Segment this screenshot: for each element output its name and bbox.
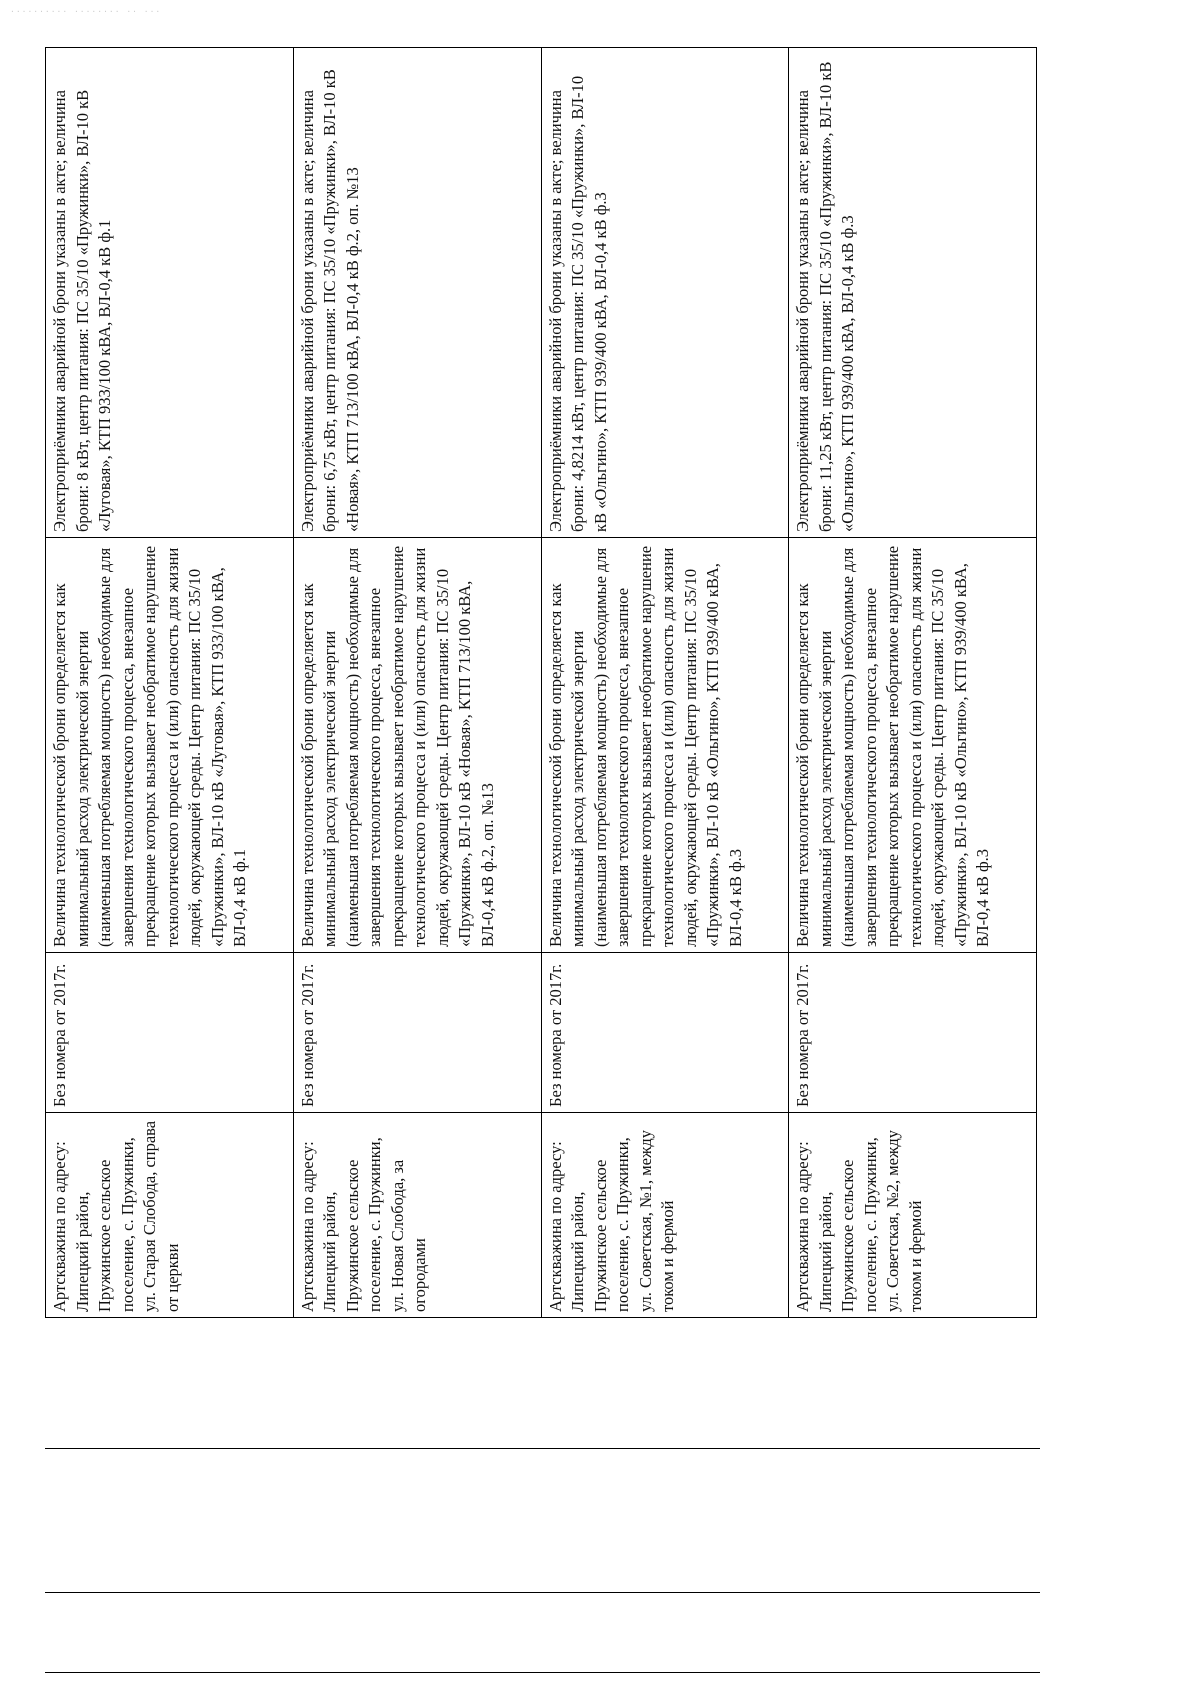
object-cell: Артскважина по адресу: Липецкий район, Пружинское сельское поселение, с. Пружинки, ул. Советская, №2, между током и фермой [789, 1113, 1037, 1318]
emergency-reserve-cell: Электроприёмники аварийной брони указаны в акте; величина брони: 4,8214 кВт, центр питания: ПС 35/10 «Пружинки», ВЛ-10 кВ «Ольгино», КТП 939/400 кВА, ВЛ-0,4 кВ ф.3 [541, 48, 789, 538]
horizontal-rule [45, 1592, 1040, 1593]
emergency-reserve-cell: Электроприёмники аварийной брони указаны в акте; величина брони: 8 кВт, центр питания: ПС 35/10 «Пружинки», ВЛ-10 кВ «Луговая», КТП 933/100 кВА, ВЛ-0,4 кВ ф.1 [46, 48, 294, 538]
scan-artifact: .......... ........ .. ... [10, 5, 162, 14]
table-row [293, 48, 541, 1318]
horizontal-rule [45, 1672, 1040, 1673]
object-cell: Артскважина по адресу: Липецкий район, Пружинское сельское поселение, с. Пружинки, ул. Новая Слобода, за огородами [293, 1113, 541, 1318]
table-row [789, 48, 1037, 1318]
emergency-reserve-cell: Электроприёмники аварийной брони указаны в акте; величина брони: 11,25 кВт, центр питания: ПС 35/10 «Пружинки», ВЛ-10 кВ «Ольгино», КТП 939/400 кВА, ВЛ-0,4 кВ ф.3 [789, 48, 1037, 538]
object-cell: Артскважина по адресу: Липецкий район, Пружинское сельское поселение, с. Пружинки, ул. Старая Слобода, справа от церкви [46, 1113, 294, 1318]
act-cell: Без номера от 2017г. [789, 953, 1037, 1113]
table-row [46, 48, 294, 1318]
tech-reserve-cell: Величина технологической брони определяется как минимальный расход электрической энергии (наименьшая потребляемая мощность) необходимые для завершения технологического процесса, внезапное прекращение которых вызывает необратимое нарушение технологического процесса и (или) опасность для жизни людей, окружающей среды. Центр питания: ПС 35/10 «Пружинки», ВЛ-10 кВ «Новая», КТП 713/100 кВА, ВЛ-0,4 кВ ф.2, оп. №13 [293, 538, 541, 953]
emergency-reserve-cell: Электроприёмники аварийной брони указаны в акте; величина брони: 6,75 кВт, центр питания: ПС 35/10 «Пружинки», ВЛ-10 кВ «Новая», КТП 713/100 кВА, ВЛ-0,4 кВ ф.2, оп. №13 [293, 48, 541, 538]
object-cell: Артскважина по адресу: Липецкий район, Пружинское сельское поселение, с. Пружинки, ул. Советская, №1, между током и фермой [541, 1113, 789, 1318]
act-cell: Без номера от 2017г. [541, 953, 789, 1113]
tech-reserve-cell: Величина технологической брони определяется как минимальный расход электрической энергии (наименьшая потребляемая мощность) необходимые для завершения технологического процесса, внезапное прекращение которых вызывает необратимое нарушение технологического процесса и (или) опасность для жизни людей, окружающей среды. Центр питания: ПС 35/10 «Пружинки», ВЛ-10 кВ «Луговая», КТП 933/100 кВА, ВЛ-0,4 кВ ф.1 [46, 538, 294, 953]
power-reserve-table [45, 47, 1037, 1318]
table-row [541, 48, 789, 1318]
horizontal-rule [45, 1448, 1040, 1449]
tech-reserve-cell: Величина технологической брони определяется как минимальный расход электрической энергии (наименьшая потребляемая мощность) необходимые для завершения технологического процесса, внезапное прекращение которых вызывает необратимое нарушение технологического процесса и (или) опасность для жизни людей, окружающей среды. Центр питания: ПС 35/10 «Пружинки», ВЛ-10 кВ «Ольгино», КТП 939/400 кВА, ВЛ-0,4 кВ ф.3 [541, 538, 789, 953]
act-cell: Без номера от 2017г. [46, 953, 294, 1113]
tech-reserve-cell: Величина технологической брони определяется как минимальный расход электрической энергии (наименьшая потребляемая мощность) необходимые для завершения технологического процесса, внезапное прекращение которых вызывает необратимое нарушение технологического процесса и (или) опасность для жизни людей, окружающей среды. Центр питания: ПС 35/10 «Пружинки», ВЛ-10 кВ «Ольгино», КТП 939/400 кВА, ВЛ-0,4 кВ ф.3 [789, 538, 1037, 953]
rotated-table-wrapper [45, 48, 1037, 1318]
act-cell: Без номера от 2017г. [293, 953, 541, 1113]
